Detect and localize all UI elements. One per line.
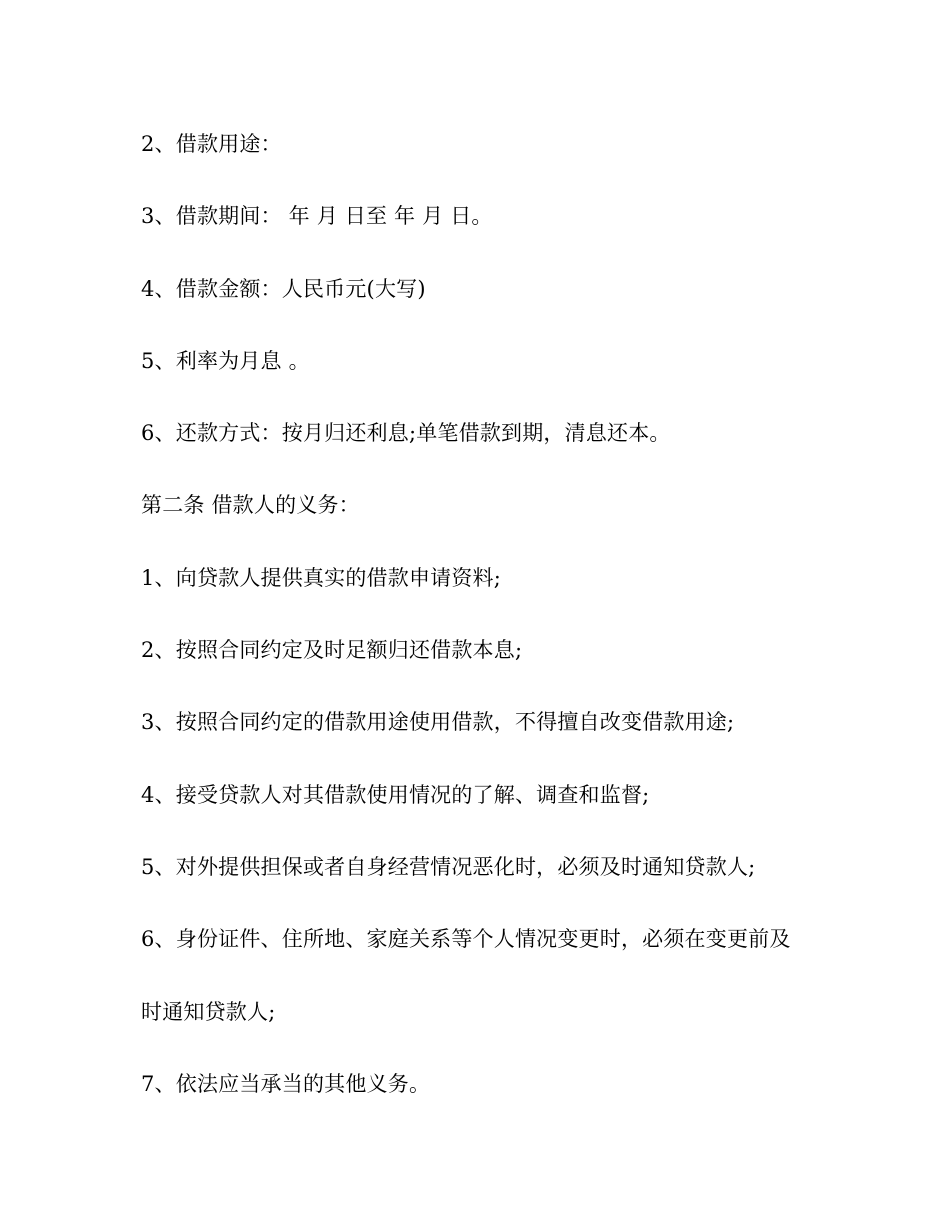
obligation-item-6-continued: 时通知贷款人; [141, 999, 276, 1024]
document-body [141, 126, 821, 1138]
clause-interest-rate: 5、利率为月息 。 [141, 348, 310, 373]
obligation-item-2: 2、按照合同约定及时足额归还借款本息; [141, 638, 523, 663]
obligation-item-7: 7、依法应当承当的其他义务。 [141, 1071, 431, 1096]
clause-loan-amount: 4、借款金额：人民币元(大写) [141, 276, 426, 301]
obligation-item-5: 5、对外提供担保或者自身经营情况恶化时，必须及时通知贷款人; [141, 854, 756, 879]
clause-repayment-method: 6、还款方式：按月归还利息;单笔借款到期，清息还本。 [141, 421, 671, 446]
article-heading-borrower-obligations: 第二条 借款人的义务： [141, 493, 360, 518]
obligation-item-3: 3、按照合同约定的借款用途使用借款，不得擅自改变借款用途; [141, 710, 735, 735]
clause-loan-period: 3、借款期间： 年 月 日至 年 月 日。 [141, 204, 493, 229]
obligation-item-1: 1、向贷款人提供真实的借款申请资料; [141, 565, 502, 590]
obligation-item-4: 4、接受贷款人对其借款使用情况的了解、调查和监督; [141, 782, 650, 807]
obligation-item-6: 6、身份证件、住所地、家庭关系等个人情况变更时，必须在变更前及 [141, 927, 791, 952]
clause-loan-purpose: 2、借款用途： [141, 132, 282, 156]
